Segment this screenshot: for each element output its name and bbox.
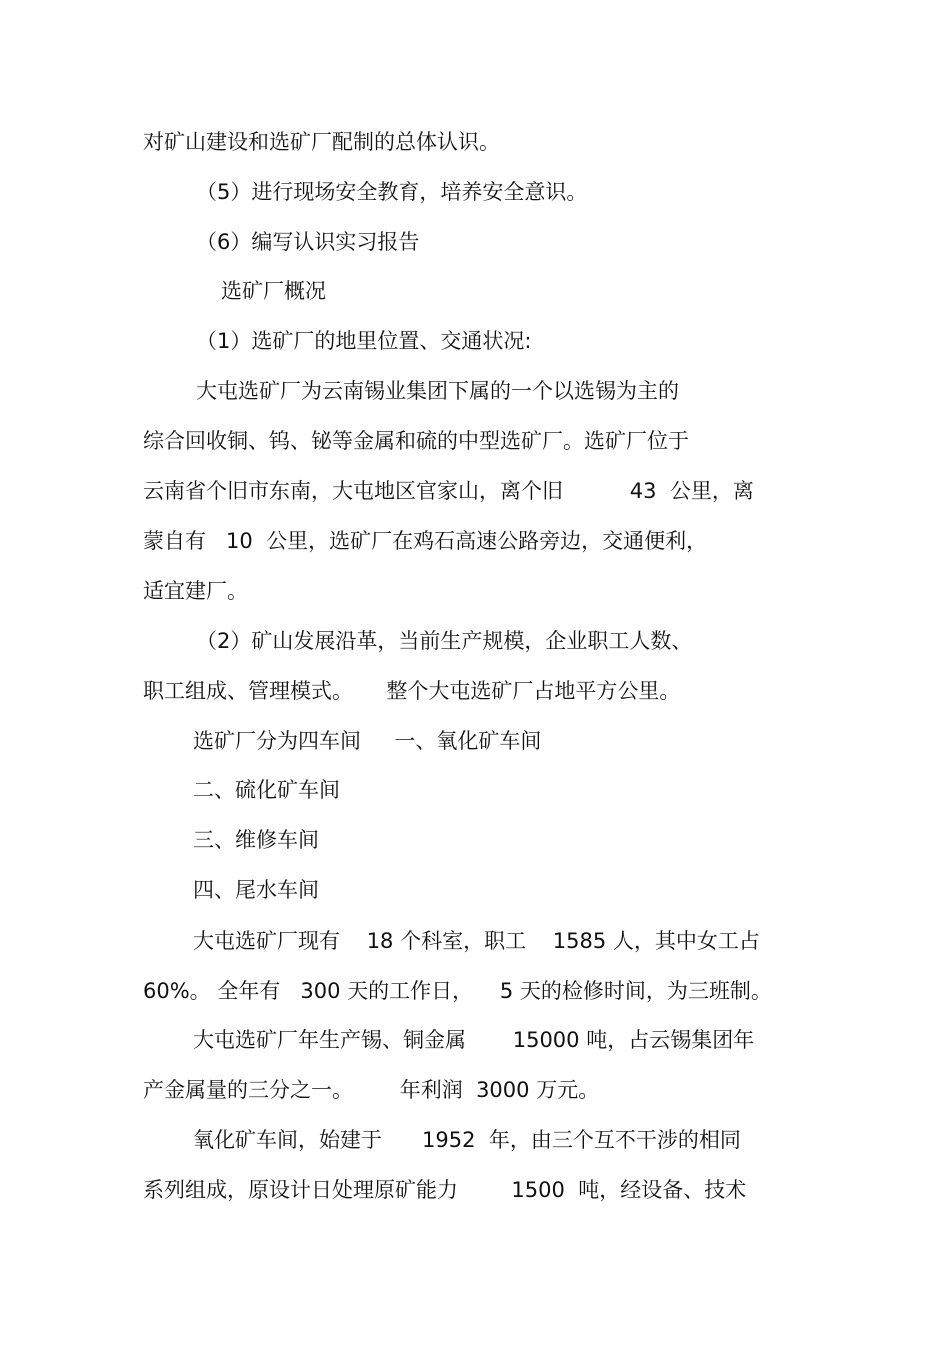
text-line-10: 适宜建厂。 xyxy=(143,579,248,603)
text-line-2: （5）进行现场安全教育，培养安全意识。 xyxy=(196,180,588,204)
text-line-1: 对矿山建设和选矿厂配制的总体认识。 xyxy=(143,130,500,154)
text-line-3: （6）编写认识实习报告 xyxy=(196,230,420,254)
text-line-9: 蒙自有 10 公里，选矿厂在鸡石高速公路旁边，交通便利， xyxy=(143,529,708,553)
text-line-6: 大屯选矿厂为云南锡业集团下属的一个以选锡为主的 xyxy=(196,379,679,403)
text-line-19: 大屯选矿厂年生产锡、铜金属 15000 吨，占云锡集团年 xyxy=(193,1028,755,1052)
section-heading: 选矿厂概况 xyxy=(221,279,326,303)
text-line-13: 选矿厂分为四车间 一、氧化矿车间 xyxy=(193,729,542,753)
text-line-12: 职工组成、管理模式。 整个大屯选矿厂占地平方公里。 xyxy=(143,679,681,703)
text-line-22: 系列组成，原设计日处理原矿能力 1500 吨，经设备、技术 xyxy=(143,1178,747,1202)
text-line-21: 氧化矿车间，始建于 1952 年，由三个互不干涉的相同 xyxy=(193,1128,741,1152)
text-line-14: 二、硫化矿车间 xyxy=(193,778,340,802)
text-line-15: 三、维修车间 xyxy=(193,828,319,852)
text-line-5: （1）选矿厂的地里位置、交通状况: xyxy=(196,329,532,353)
text-line-8: 云南省个旧市东南，大屯地区官家山，离个旧 43 公里，离 xyxy=(143,479,754,503)
text-line-11: （2）矿山发展沿革，当前生产规模，企业职工人数、 xyxy=(196,629,693,653)
text-line-18: 60%。 全年有 300 天的工作日， 5 天的检修时间，为三班制。 xyxy=(143,979,772,1003)
text-line-17: 大屯选矿厂现有 18 个科室，职工 1585 人，其中女工占 xyxy=(193,929,760,953)
text-line-20: 产金属量的三分之一。 年利润 3000 万元。 xyxy=(143,1078,600,1102)
text-line-16: 四、尾水车间 xyxy=(193,878,319,902)
text-line-7: 综合回收铜、钨、铋等金属和硫的中型选矿厂。选矿厂位于 xyxy=(143,429,689,453)
